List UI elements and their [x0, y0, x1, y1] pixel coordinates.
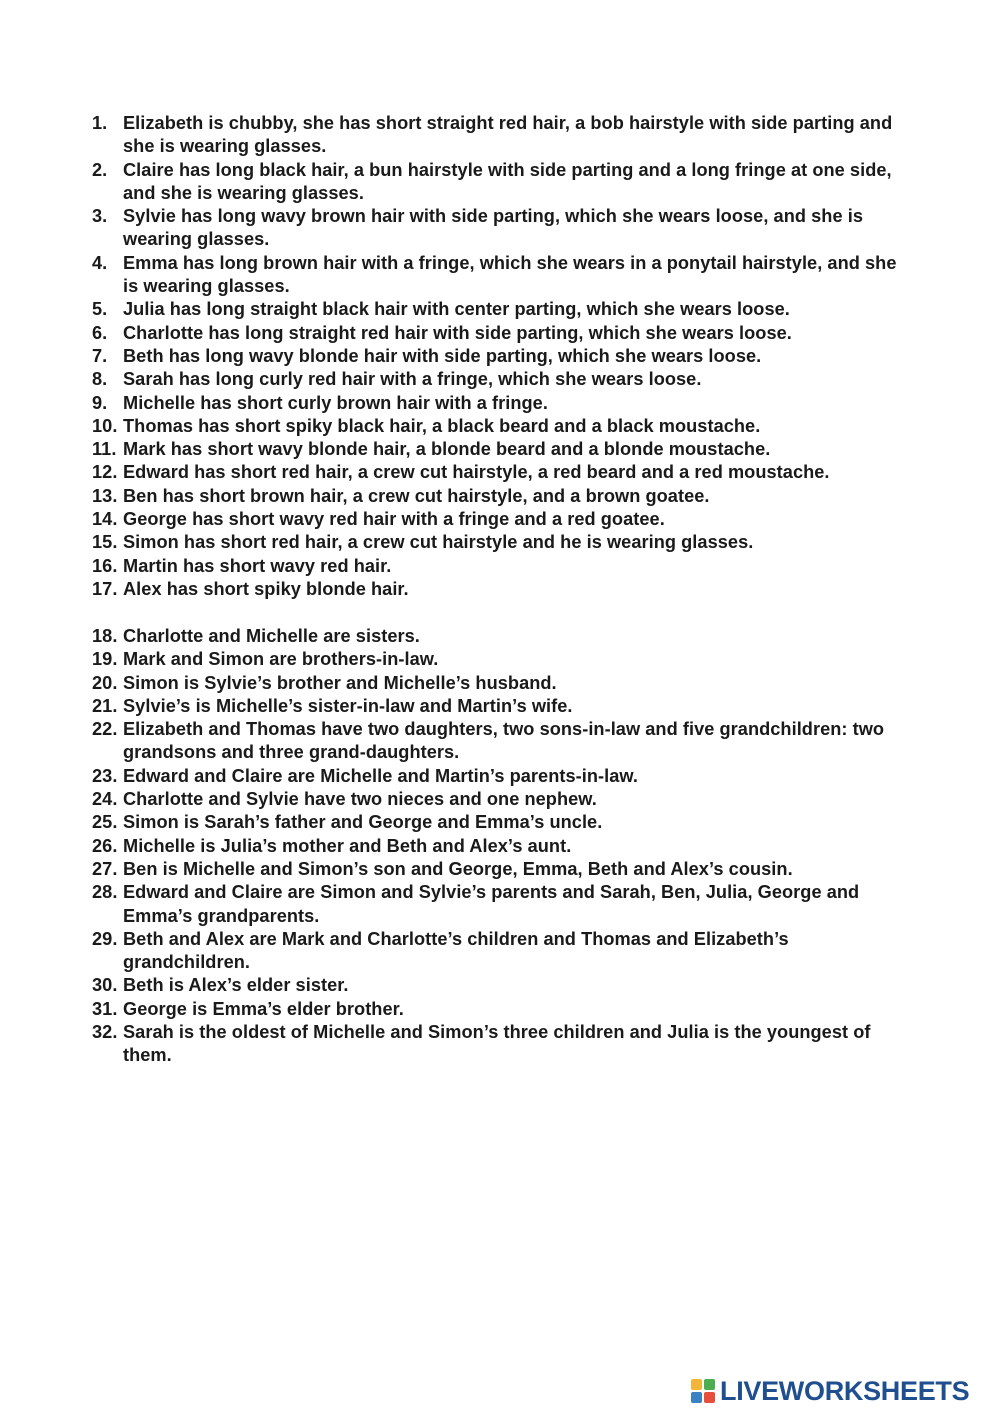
clue-item	[92, 415, 912, 438]
clue-number: 30.	[92, 975, 118, 996]
liveworksheets-brand	[690, 1374, 969, 1408]
clue-text: Thomas has short spiky black hair, a black beard and a black moustache.	[123, 415, 761, 436]
clue-text: Simon is Sarah’s father and George and Emma’s uncle.	[123, 812, 603, 833]
clue-text: Julia has long straight black hair with center parting, which she wears loose.	[123, 299, 790, 320]
clue-item	[92, 322, 912, 345]
clue-item	[92, 392, 912, 415]
clue-text: Charlotte and Michelle are sisters.	[123, 626, 420, 646]
clue-number: 26.	[92, 835, 118, 856]
clue-item	[92, 438, 912, 461]
clue-item	[92, 205, 912, 252]
clue-item	[92, 159, 912, 206]
brand-name: LIVEWORKSHEETS	[720, 1375, 970, 1406]
clue-item	[92, 625, 912, 648]
clue-text: Beth is Alex’s elder sister.	[123, 975, 349, 996]
clue-number: 19.	[92, 649, 118, 670]
clue-item	[92, 765, 912, 788]
clue-item	[92, 368, 912, 391]
clue-number: 21.	[92, 695, 118, 716]
clue-number: 27.	[92, 858, 118, 879]
clue-number: 32.	[92, 1022, 118, 1043]
clue-number: 20.	[92, 672, 118, 693]
clue-number: 5.	[92, 299, 108, 320]
clue-item	[92, 298, 912, 321]
clue-number: 4.	[92, 252, 108, 273]
clue-text: Claire has long black hair, a bun hairstyle with side parting and a long fringe at one side, and she is wearing glasses.	[123, 159, 892, 203]
clue-number: 17.	[92, 578, 118, 599]
clue-text: Edward and Claire are Michelle and Martin’s parents-in-law.	[123, 765, 639, 786]
liveworksheets-logo-icon	[690, 1378, 716, 1404]
clue-text: Elizabeth and Thomas have two daughters, two sons-in-law and five grandchildren: two grandsons and three grand-daughters.	[123, 719, 885, 763]
clue-item	[92, 718, 912, 765]
clue-item	[92, 461, 912, 484]
clue-number: 7.	[92, 345, 108, 366]
clue-number: 24.	[92, 789, 118, 810]
clue-number: 28.	[92, 882, 118, 903]
clue-number: 16.	[92, 555, 118, 576]
clue-text: Elizabeth is chubby, she has short straight red hair, a bob hairstyle with side parting and she is wearing glasses.	[123, 113, 893, 157]
clue-number: 23.	[92, 765, 118, 786]
clue-item	[92, 345, 912, 368]
clue-item	[92, 811, 912, 834]
clue-number: 12.	[92, 462, 118, 483]
clue-text: Emma has long brown hair with a fringe, which she wears in a ponytail hairstyle, and she is wearing glasses.	[123, 252, 897, 297]
clue-text: Ben has short brown hair, a crew cut hairstyle, and a brown goatee.	[123, 485, 710, 506]
clue-text: Mark and Simon are brothers-in-law.	[123, 649, 439, 670]
clue-text: Sylvie has long wavy brown hair with side parting, which she wears loose, and she is wearing glasses.	[123, 206, 863, 250]
clue-item	[92, 788, 912, 811]
clue-text: Alex has short spiky blonde hair.	[123, 578, 409, 599]
clue-item	[92, 252, 912, 299]
clue-text: Beth has long wavy blonde hair with side parting, which she wears loose.	[123, 345, 762, 366]
clue-text: Beth and Alex are Mark and Charlotte’s children and Thomas and Elizabeth’s grandchildren.	[123, 928, 789, 973]
clue-text: Michelle has short curly brown hair with a fringe.	[123, 392, 548, 413]
clue-item	[92, 508, 912, 531]
clue-text: Ben is Michelle and Simon’s son and George, Emma, Beth and Alex’s cousin.	[123, 858, 793, 879]
clue-number: 13.	[92, 485, 118, 506]
clue-text: Edward and Claire are Simon and Sylvie’s parents and Sarah, Ben, Julia, George and Emma’s grandparents.	[123, 882, 860, 926]
clue-text: Sarah is the oldest of Michelle and Simon’s three children and Julia is the youngest of them.	[123, 1022, 871, 1066]
clue-item	[92, 858, 912, 881]
clue-item	[92, 531, 912, 554]
clue-text: Sarah has long curly red hair with a fringe, which she wears loose.	[123, 369, 702, 390]
clue-text: Charlotte and Sylvie have two nieces and one nephew.	[123, 789, 597, 810]
clue-item	[92, 998, 912, 1021]
clue-number: 9.	[92, 392, 108, 413]
clue-number: 3.	[92, 206, 108, 227]
clue-number: 11.	[92, 439, 117, 460]
clue-number: 2.	[92, 159, 108, 180]
clue-item	[92, 648, 912, 671]
family-clue-list	[92, 625, 912, 1068]
clue-text: Simon has short red hair, a crew cut hairstyle and he is wearing glasses.	[123, 532, 754, 553]
clue-item	[92, 974, 912, 997]
clue-item	[92, 555, 912, 578]
clue-item	[92, 485, 912, 508]
clue-number: 22.	[92, 719, 118, 740]
clue-item	[92, 672, 912, 695]
clue-item	[92, 881, 912, 928]
clue-number: 18.	[92, 626, 118, 646]
clue-item	[92, 112, 912, 159]
clue-text: Edward has short red hair, a crew cut hairstyle, a red beard and a red moustache.	[123, 462, 830, 483]
clue-item	[92, 835, 912, 858]
clue-number: 10.	[92, 415, 118, 436]
clue-text: Michelle is Julia’s mother and Beth and Alex’s aunt.	[123, 835, 572, 856]
clue-text: George has short wavy red hair with a fringe and a red goatee.	[123, 509, 665, 530]
clue-text: Simon is Sylvie’s brother and Michelle’s husband.	[123, 672, 557, 693]
clue-number: 6.	[92, 322, 108, 343]
clue-number: 1.	[92, 113, 108, 133]
clue-item	[92, 928, 912, 975]
clue-text: George is Emma’s elder brother.	[123, 998, 404, 1019]
clue-number: 31.	[92, 998, 118, 1019]
clue-item	[92, 578, 912, 601]
clue-item	[92, 1021, 912, 1068]
clue-number: 25.	[92, 812, 118, 833]
clue-text: Mark has short wavy blonde hair, a blonde beard and a blonde moustache.	[123, 439, 771, 460]
clue-text: Sylvie’s is Michelle’s sister-in-law and Martin’s wife.	[123, 695, 573, 716]
clue-text: Charlotte has long straight red hair with side parting, which she wears loose.	[123, 322, 792, 343]
clue-item	[92, 695, 912, 718]
appearance-clue-list	[92, 112, 912, 601]
clue-number: 29.	[92, 928, 118, 949]
clue-number: 8.	[92, 369, 108, 390]
clue-number: 14.	[92, 509, 118, 530]
clue-number: 15.	[92, 532, 118, 553]
clue-text: Martin has short wavy red hair.	[123, 555, 392, 576]
